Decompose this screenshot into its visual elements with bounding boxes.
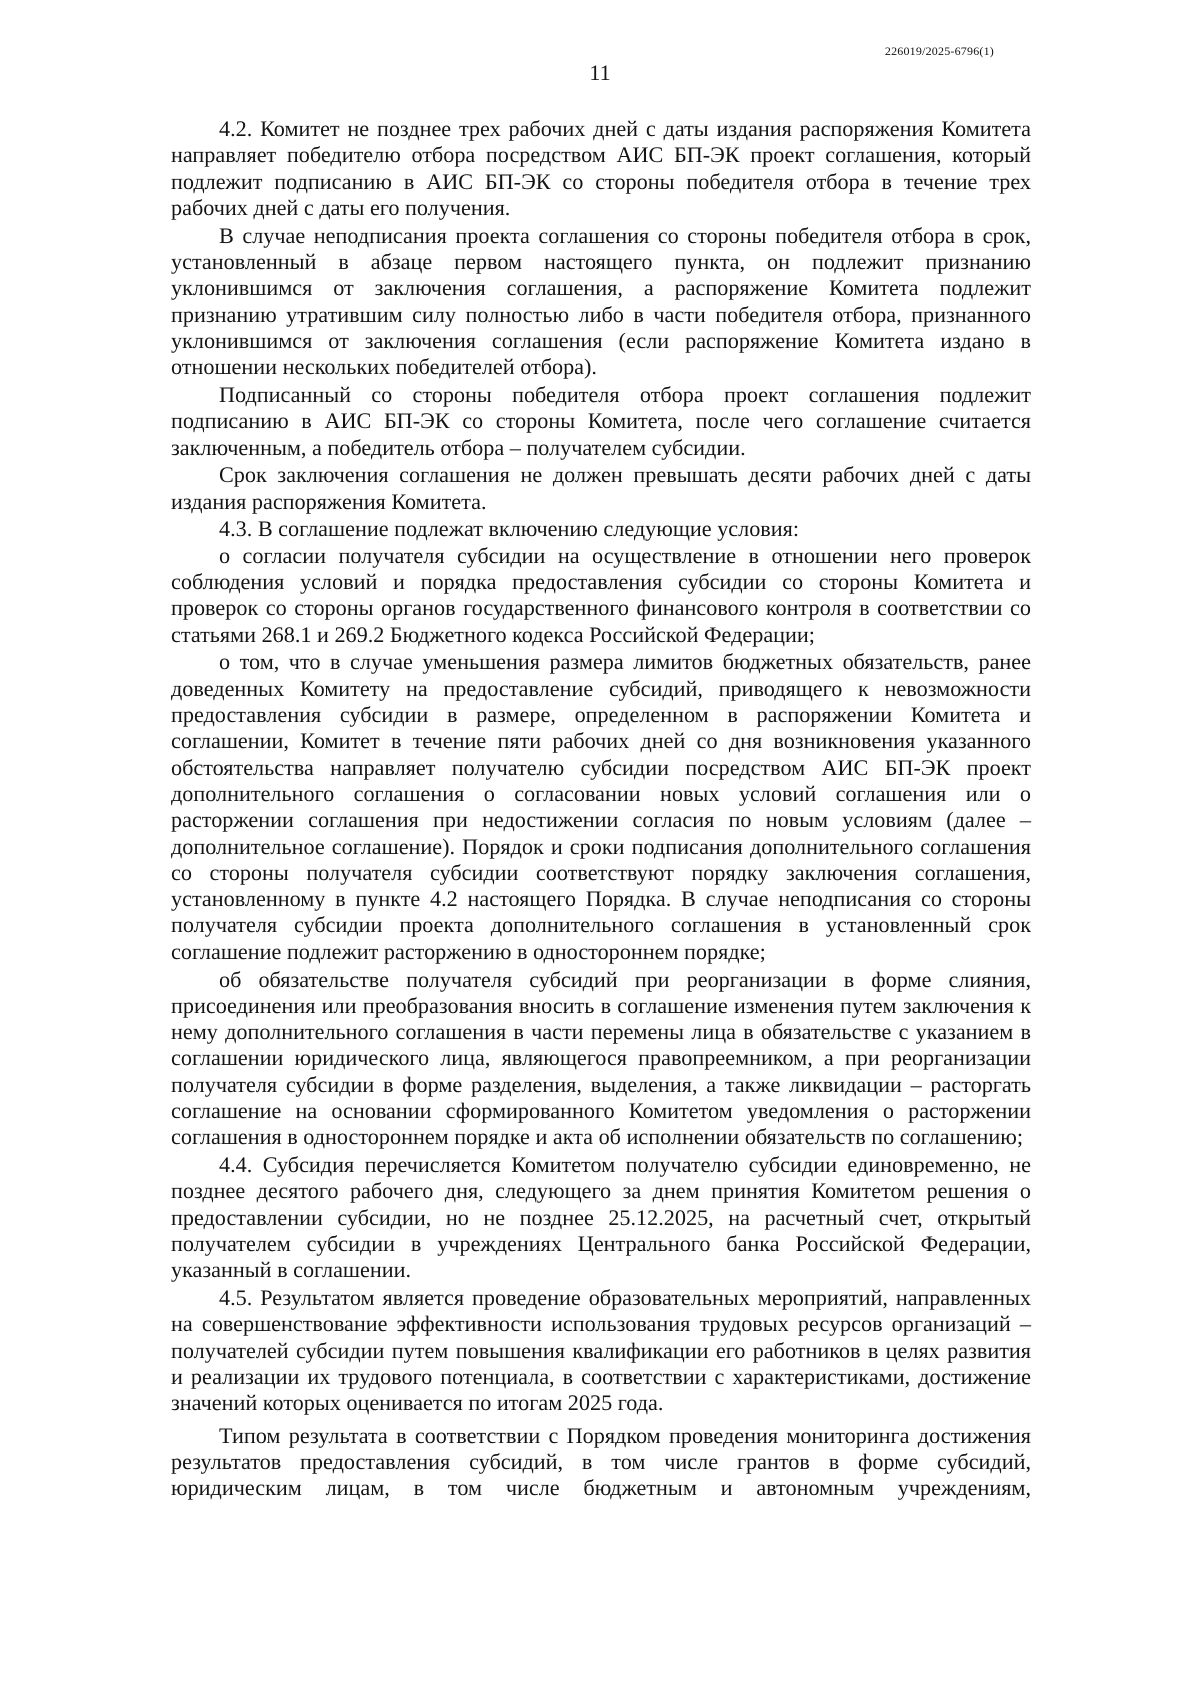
paragraph-4-2-signed: Подписанный со стороны победителя отбора проект соглашения подлежит подписанию в АИС БП-ЭК со стороны Комитета, после чего соглашение считается заключенным, а победитель отбора – получателем субсидии. bbox=[171, 381, 1031, 460]
paragraph-4-3-consent: о согласии получателя субсидии на осуществление в отношении него проверок соблюдения условий и порядка предоставления субсидии со стороны Комитета и проверок со стороны органов государственного финансового контроля в соответствии со статьями 268.1 и 269.2 Бюджетного кодекса Российской Федерации; bbox=[171, 542, 1031, 647]
paragraph-4-2-term: Срок заключения соглашения не должен превышать десяти рабочих дней с даты издания распоряжения Комитета. bbox=[171, 462, 1031, 514]
document-registration-number: 226019/2025-6796(1) bbox=[884, 44, 994, 58]
paragraph-4-3-limits: о том, что в случае уменьшения размера лимитов бюджетных обязательств, ранее доведенных Комитету на предоставление субсидий, приводящего к невозможности предоставления субсидии в размере, определенном в распоряжении Комитета и соглашении, Комитет в течение пяти рабочих дней со дня возникновения указанного обстоятельства направляет получателю субсидии посредством АИС БП-ЭК проект дополнительного соглашения о согласовании новых условий соглашения или о расторжении соглашения при недостижении согласия по новым условиям (далее – дополнительное соглашение). Порядок и сроки подписания дополнительного соглашения со стороны получателя субсидии соответствуют порядку заключения соглашения, установленному в пункте 4.2 настоящего Порядка. В случае неподписания со стороны получателя субсидии проекта дополнительного соглашения в установленный срок соглашение подлежит расторжению в одностороннем порядке; bbox=[171, 649, 1031, 964]
paragraph-4-3-reorganization: об обязательстве получателя субсидий при реорганизации в форме слияния, присоединения или преобразования вносить в соглашение изменения путем заключения к нему дополнительного соглашения в части перемены лица в обязательстве с указанием в соглашении юридического лица, являющегося правопреемником, а при реорганизации получателя субсидии в форме разделения, выделения, а также ликвидации – расторгать соглашение на основании сформированного Комитетом уведомления о расторжении соглашения в одностороннем порядке и акта об исполнении обязательств по соглашению; bbox=[171, 966, 1031, 1150]
paragraph-4-2-refusal: В случае неподписания проекта соглашения со стороны победителя отбора в срок, установленный в абзаце первом настоящего пункта, он подлежит признанию уклонившимся от заключения соглашения, а распоряжение Комитета подлежит признанию утратившим силу полностью либо в части победителя отбора, признанного уклонившимся от заключения соглашения (если распоряжение Комитета издано в отношении нескольких победителей отбора). bbox=[171, 222, 1031, 380]
paragraph-4-4: 4.4. Субсидия перечисляется Комитетом получателю субсидии единовременно, не позднее десятого рабочего дня, следующего за днем принятия Комитетом решения о предоставлении субсидии, но не позднее 25.12.2025, на расчетный счет, открытый получателем субсидии в учреждениях Центрального банка Российской Федерации, указанный в соглашении. bbox=[171, 1152, 1031, 1283]
paragraph-4-5-result-type: Типом результата в соответствии с Порядком проведения мониторинга достижения результатов предоставления субсидий, в том числе грантов в форме субсидий, юридическим лицам, в том числе бюджетным и автономным учреждениям, bbox=[171, 1422, 1031, 1501]
document-body bbox=[171, 116, 1031, 1503]
paragraph-4-2: 4.2. Комитет не позднее трех рабочих дней с даты издания распоряжения Комитета направляет победителю отбора посредством АИС БП-ЭК проект соглашения, который подлежит подписанию в АИС БП-ЭК со стороны победителя отбора в течение трех рабочих дней с даты его получения. bbox=[171, 116, 1031, 220]
page-number: 11 bbox=[589, 60, 611, 85]
paragraph-4-5: 4.5. Результатом является проведение образовательных мероприятий, направленных на совершенствование эффективности использования трудовых ресурсов организаций – получателей субсидии путем повышения квалификации его работников в целях развития и реализации их трудового потенциала, в соответствии с характеристиками, достижение значений которых оценивается по итогам 2025 года. bbox=[171, 1285, 1031, 1416]
paragraph-4-3: 4.3. В соглашение подлежат включению следующие условия: bbox=[219, 516, 800, 542]
